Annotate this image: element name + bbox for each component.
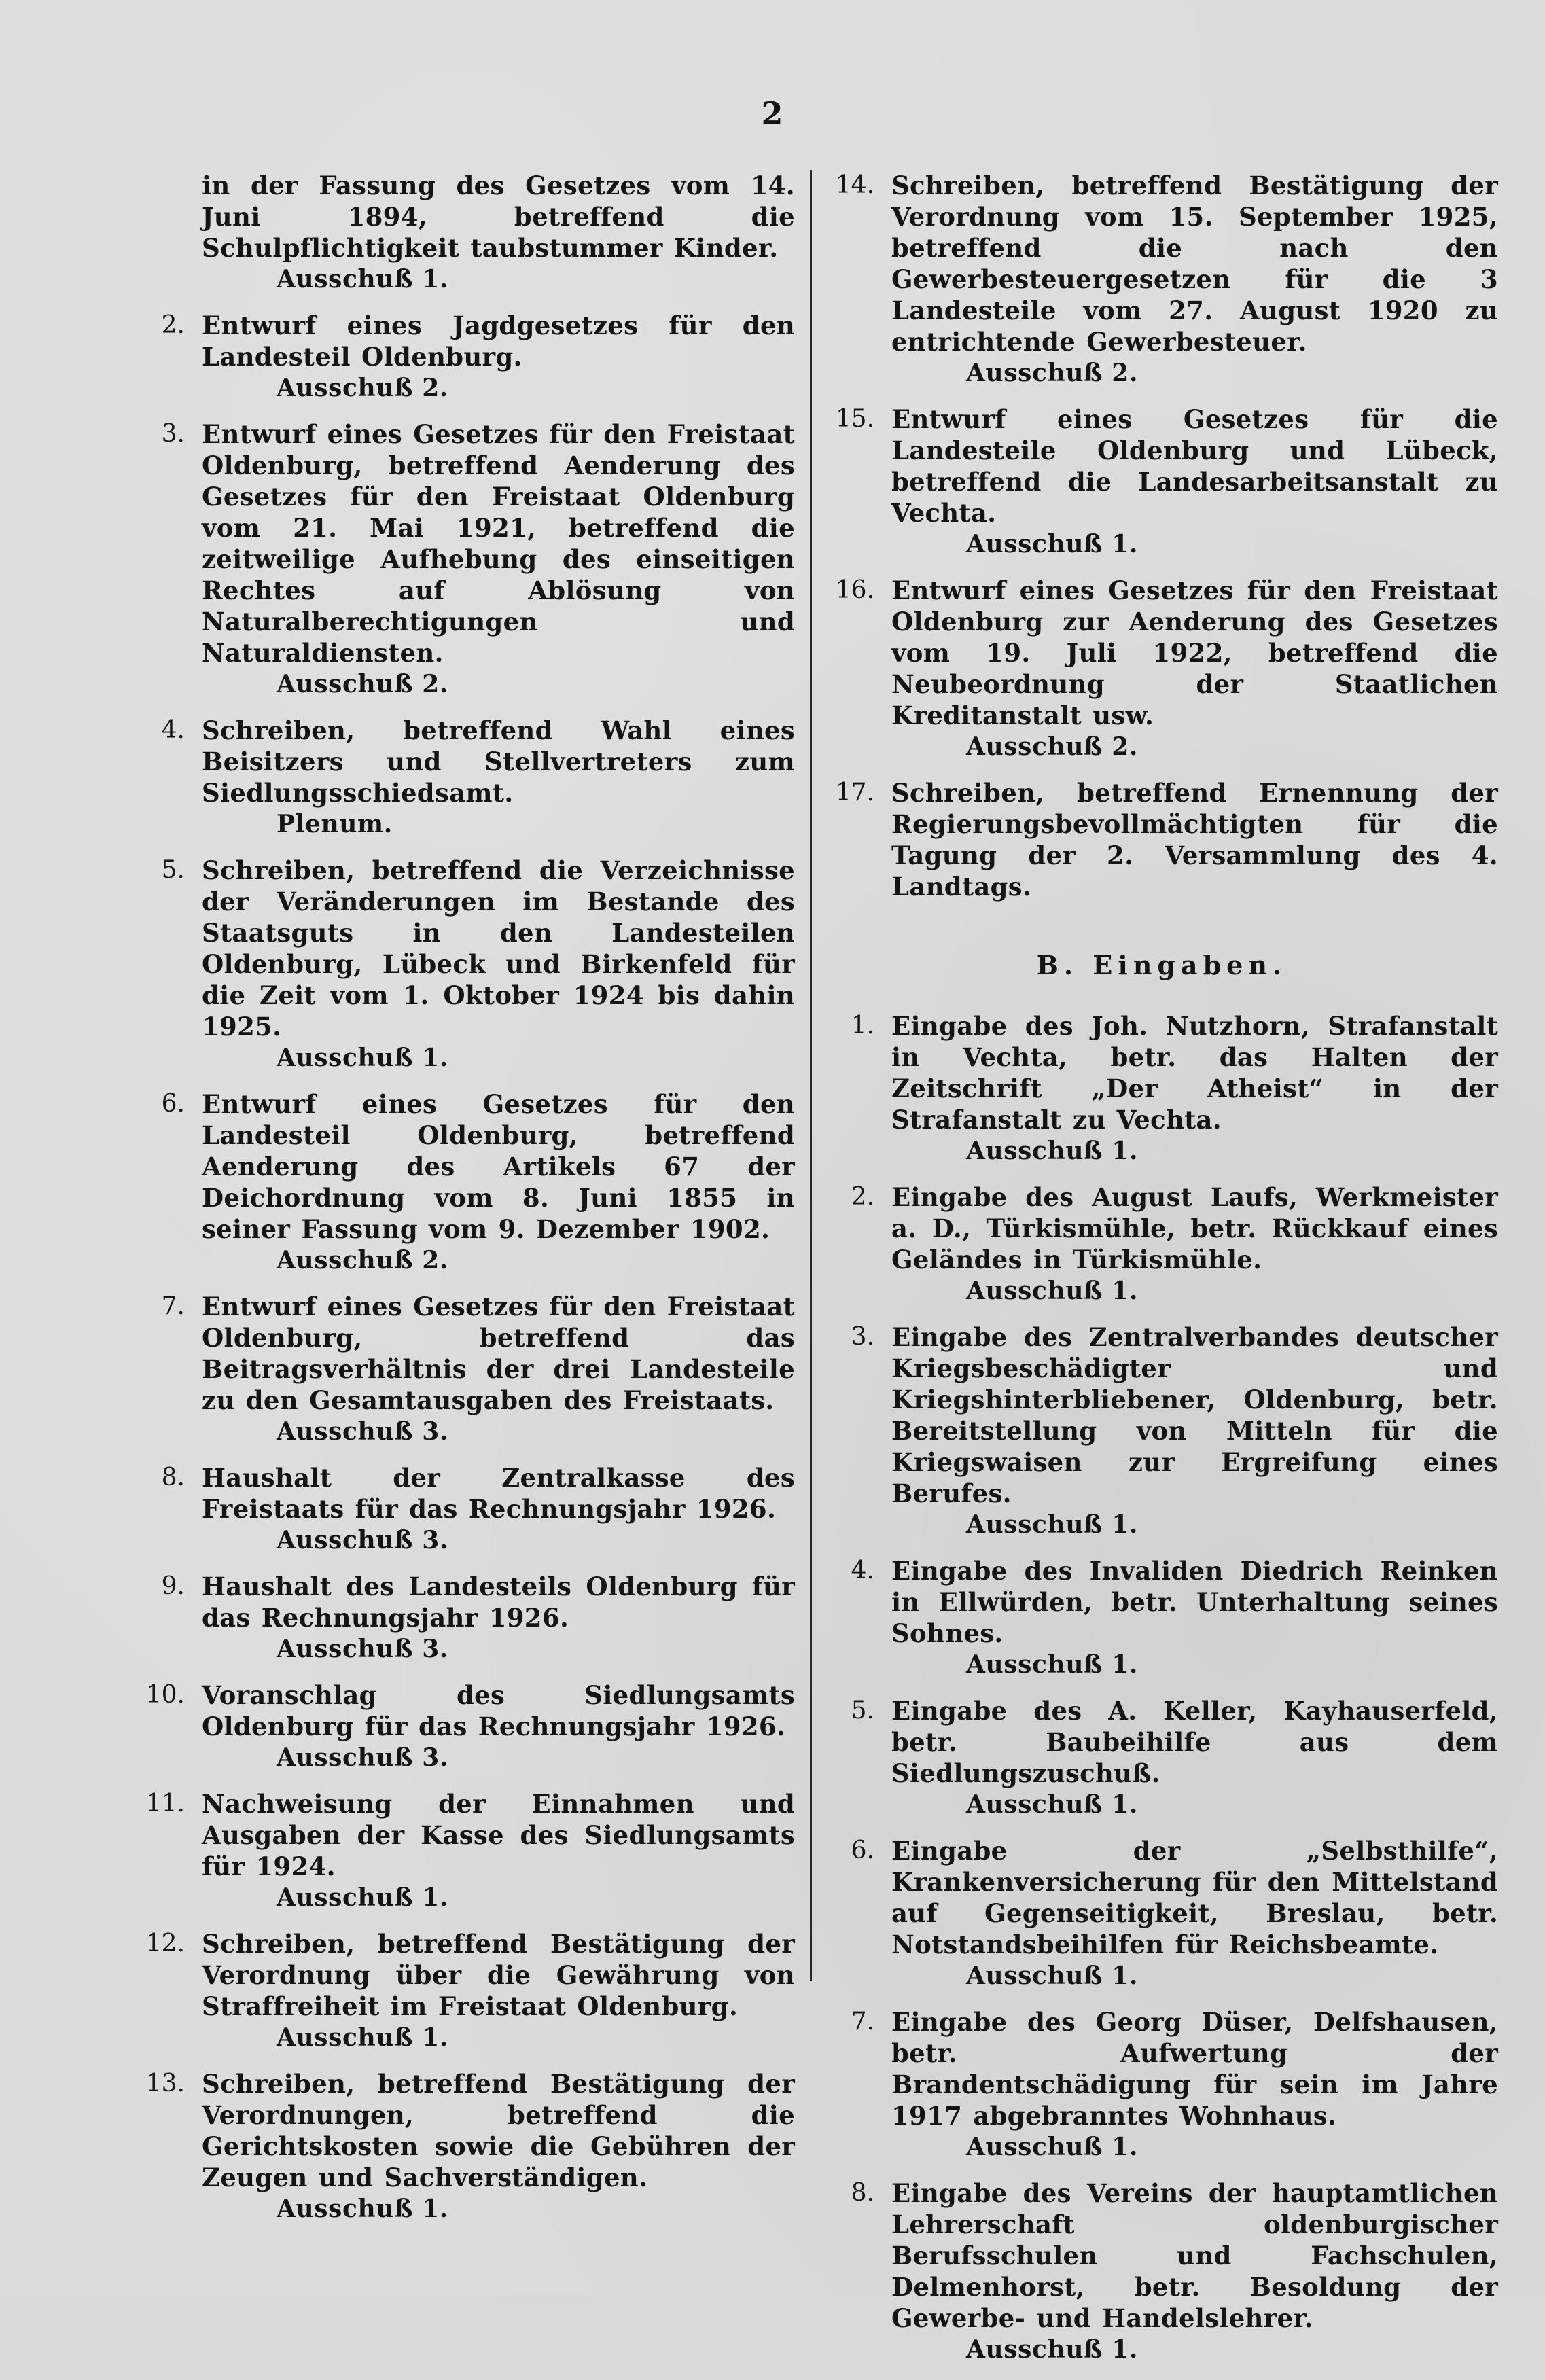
item-text: Voranschlag des Siedlungsamts Oldenburg für das Rechnungsjahr 1926. [202,1680,795,1741]
item-text: Schreiben, betreffend Bestätigung der Verordnungen, betreffend die Gerichtskosten sowie die Gebühren der Zeugen und Sachverständigen. [202,2069,795,2192]
item-text: Eingabe des Zentralverbandes deutscher Kriegsbeschädigter und Kriegshinterbliebener, Oldenburg, betr. Bereitstellung von Mitteln für die Kriegswaisen zur Ergreifung eines Berufes. [891,1322,1498,1508]
item-number: 17. [835,779,874,806]
list-item [825,404,1498,560]
item-committee: Ausschuß 2. [966,732,1138,761]
item-text: Haushalt der Zentralkasse des Freistaats für das Rechnungsjahr 1926. [202,1463,795,1524]
petition-item [825,1182,1498,1307]
item-committee: Ausschuß 1. [966,2335,1138,2364]
section-heading-eingaben: B. Eingaben. [1036,950,1288,980]
item-committee: Ausschuß 3. [277,1526,448,1555]
item-text: Eingabe des Joh. Nutzhorn, Strafanstalt in Vechta, betr. das Halten der Zeitschrift „Der Atheist“ in der Strafanstalt zu Vechta. [891,1011,1498,1135]
item-committee: Ausschuß 2. [277,1246,448,1275]
item-text: Eingabe des A. Keller, Kayhauserfeld, betr. Baubeihilfe aus dem Siedlungszuschuß. [891,1696,1498,1788]
item-number: 5. [851,1697,874,1724]
item-text: Haushalt des Landesteils Oldenburg für das Rechnungsjahr 1926. [202,1571,795,1633]
list-item [136,170,795,295]
item-text: Eingabe des Invaliden Diedrich Reinken in Ellwürden, betr. Unterhaltung seines Sohnes. [891,1556,1498,1648]
item-committee: Ausschuß 3. [277,1635,448,1663]
column-divider [810,170,812,1981]
item-number: 3. [851,1323,874,1351]
list-item [136,715,795,840]
item-text: Entwurf eines Jagdgesetzes für den Landesteil Oldenburg. [202,310,795,372]
item-committee: Ausschuß 1. [277,1883,448,1912]
item-number: 1. [851,1012,874,1040]
item-committee: Ausschuß 1. [966,530,1138,558]
item-number: 2. [161,311,185,339]
item-number: 15. [835,405,874,433]
list-item [136,1088,795,1276]
petition-item [825,1835,1498,1991]
petition-item [825,2006,1498,2163]
item-committee: Ausschuß 1. [966,1137,1138,1165]
item-number: 8. [161,1463,185,1491]
item-number: 12. [145,1930,185,1957]
petition-item [825,1555,1498,1680]
item-text: Schreiben, betreffend Ernennung der Regierungsbevollmächtigten für die Tagung der 2. Versammlung des 4. Landtags. [891,778,1498,902]
item-text: Entwurf eines Gesetzes für den Freistaat Oldenburg, betreffend das Beitragsverhältnis der drei Landesteile zu den Gesamtausgaben des Freistaats. [202,1292,795,1415]
item-text: Nachweisung der Einnahmen und Ausgaben der Kasse des Siedlungsamts für 1924. [202,1789,795,1881]
item-number: 4. [851,1557,874,1584]
list-item [136,1462,795,1556]
list-item [136,1928,795,2053]
item-text: Entwurf eines Gesetzes für die Landesteile Oldenburg und Lübeck, betreffend die Landesarbeitsanstalt zu Vechta. [891,404,1498,528]
item-number: 4. [161,716,185,744]
item-text: Schreiben, betreffend Bestätigung der Verordnung vom 15. September 1925, betreffend die nach den Gewerbesteuergesetzen für die 3 Landesteile vom 27. August 1920 zu entrichtende Gewerbesteuer. [891,171,1498,357]
item-committee: Ausschuß 1. [966,1510,1138,1539]
item-text: Eingabe des Vereins der hauptamtlichen Lehrerschaft oldenburgischer Berufsschulen und Fachschulen, Delmenhorst, betr. Besoldung der Gewerbe- und Handelslehrer. [891,2178,1498,2333]
item-committee: Ausschuß 1. [966,1277,1138,1305]
item-text: Schreiben, betreffend Bestätigung der Verordnung über die Gewährung von Straffreiheit im Freistaat Oldenburg. [202,1929,795,2021]
item-text: Entwurf eines Gesetzes für den Landesteil Oldenburg, betreffend Aenderung des Artikels 67 der Deichordnung vom 8. Juni 1855 in seiner Fassung vom 9. Dezember 1902. [202,1089,795,1244]
list-item [136,2068,795,2224]
item-text: Entwurf eines Gesetzes für den Freistaat Oldenburg zur Aenderung des Gesetzes vom 19. Juli 1922, betreffend die Neubeordnung der Staatlichen Kreditanstalt usw. [891,575,1498,730]
petition-item [825,1695,1498,1820]
list-item [825,575,1498,762]
item-text: in der Fassung des Gesetzes vom 14. Juni 1894, betreffend die Schulpflichtigkeit taubstummer Kinder. [202,171,795,263]
list-item [136,1571,795,1665]
item-committee: Ausschuß 1. [966,2133,1138,2161]
item-number: 9. [161,1572,185,1600]
item-committee: Ausschuß 3. [277,1743,448,1772]
item-committee: Ausschuß 1. [966,1790,1138,1819]
item-number: 6. [851,1836,874,1864]
item-committee: Ausschuß 1. [277,265,448,294]
list-item [136,1788,795,1913]
item-number: 7. [161,1292,185,1320]
item-committee: Ausschuß 1. [966,1650,1138,1679]
item-number: 8. [851,2179,874,2207]
item-text: Schreiben, betreffend Wahl eines Beisitzers und Stellvertreters zum Siedlungsschiedsamt. [202,715,795,808]
item-committee: Ausschuß 1. [277,1044,448,1072]
item-committee: Ausschuß 1. [277,2023,448,2052]
item-number: 5. [161,856,185,884]
right-column [825,170,1498,2380]
item-number: 11. [145,1790,185,1817]
item-number: 14. [835,171,874,199]
item-text: Eingabe der „Selbsthilfe“, Krankenversicherung für den Mittelstand auf Gegenseitigkeit, Breslau, betr. Notstandsbeihilfen für Reichsbeamte. [891,1836,1498,1959]
page-number: 2 [761,95,784,132]
item-committee: Ausschuß 3. [277,1417,448,1446]
item-committee: Ausschuß 2. [966,359,1138,387]
item-committee: Ausschuß 2. [277,670,448,698]
item-number: 16. [835,576,874,604]
list-item [136,419,795,700]
list-item [136,855,795,1073]
list-item [825,777,1498,902]
item-text: Eingabe des August Laufs, Werkmeister a. D., Türkismühle, betr. Rückkauf eines Geländes in Türkismühle. [891,1182,1498,1275]
item-number: 7. [851,2008,874,2036]
item-number: 10. [145,1681,185,1709]
list-item [825,170,1498,389]
item-text: Schreiben, betreffend die Verzeichnisse der Veränderungen im Bestande des Staatsguts in den Landesteilen Oldenburg, Lübeck und Birkenfeld für die Zeit vom 1. Oktober 1924 bis dahin 1925. [202,855,795,1042]
list-item [136,310,795,404]
list-item [136,1291,795,1447]
petition-item [825,2178,1498,2365]
item-committee: Ausschuß 2. [277,374,448,402]
item-text: Eingabe des Georg Düser, Delfshausen, betr. Aufwertung der Brandentschädigung für sein im Jahre 1917 abgebranntes Wohnhaus. [891,2007,1498,2131]
petition-item [825,1010,1498,1167]
item-number: 13. [145,2070,185,2097]
petition-item [825,1321,1498,1540]
item-committee: Ausschuß 1. [966,1961,1138,1990]
item-number: 2. [851,1183,874,1211]
item-committee: Ausschuß 1. [277,2195,448,2223]
item-text: Entwurf eines Gesetzes für den Freistaat Oldenburg, betreffend Aenderung des Gesetzes für den Freistaat Oldenburg vom 21. Mai 1921, betreffend die zeitweilige Aufhebung des einseitigen Rechtes auf Ablösung von Naturalberechtigungen und Naturaldiensten. [202,419,795,668]
item-number: 3. [161,420,185,448]
item-committee: Plenum. [277,810,393,838]
item-number: 6. [161,1090,185,1118]
left-column [136,170,795,2239]
list-item [136,1680,795,1773]
